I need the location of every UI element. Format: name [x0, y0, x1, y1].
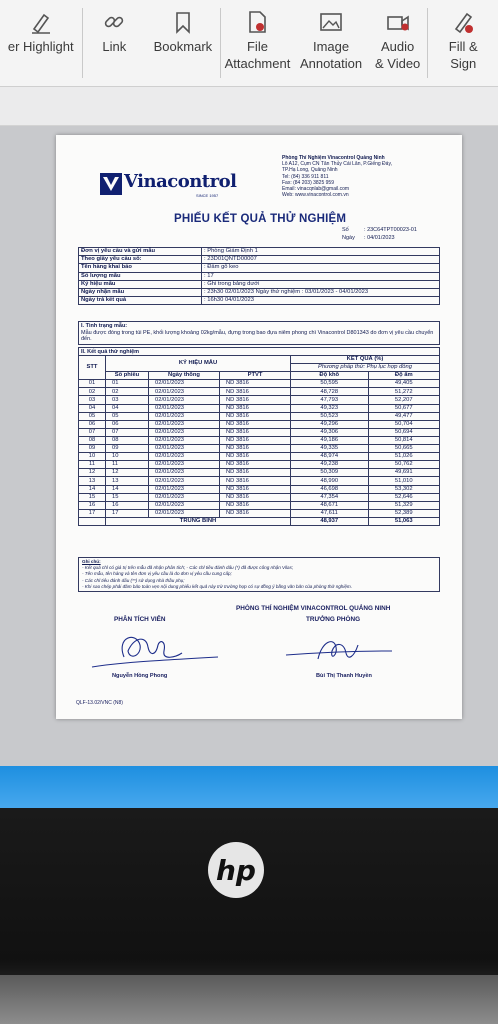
header-moisture: Độ ẩm — [368, 372, 440, 380]
info-value: : Ghi trong bảng dưới — [202, 280, 440, 288]
cell-ptvt: ND 3816 — [220, 412, 291, 420]
cell-doam: 50,704 — [368, 420, 440, 428]
link-icon — [101, 6, 127, 38]
cell-ptvt: ND 3816 — [220, 420, 291, 428]
cell-so: 04 — [106, 404, 149, 412]
cell-doam: 52,207 — [368, 396, 440, 404]
cell-so: 03 — [106, 396, 149, 404]
cell-ngay: 02/01/2023 — [149, 485, 220, 493]
table-row — [79, 453, 440, 461]
cell-so: 12 — [106, 469, 149, 477]
cell-stt: 16 — [79, 501, 106, 509]
cell-doam: 51,026 — [368, 453, 440, 461]
cell-stt: 04 — [79, 404, 106, 412]
cell-so: 16 — [106, 501, 149, 509]
cell-so: 07 — [106, 428, 149, 436]
cell-ptvt: ND 3816 — [220, 445, 291, 453]
results-table — [78, 355, 440, 526]
cell-dokho: 49,186 — [291, 436, 369, 444]
cell-doam: 50,665 — [368, 445, 440, 453]
cell-doam: 50,762 — [368, 461, 440, 469]
cell-stt: 06 — [79, 420, 106, 428]
cell-ngay: 02/01/2023 — [149, 388, 220, 396]
info-label: Ký hiệu mẫu — [79, 280, 202, 288]
cell-dokho: 47,793 — [291, 396, 369, 404]
cell-stt: 03 — [79, 396, 106, 404]
cell-dokho: 49,306 — [291, 428, 369, 436]
company-info-line: Phòng Thí Nghiệm Vinacontrol Quảng Ninh — [282, 155, 385, 161]
info-value: : 17 — [202, 272, 440, 280]
cell-doam: 49,691 — [368, 469, 440, 477]
cell-ptvt: ND 3816 — [220, 396, 291, 404]
cell-ptvt: ND 3816 — [220, 477, 291, 485]
cell-so: 02 — [106, 388, 149, 396]
cell-ngay: 02/01/2023 — [149, 469, 220, 477]
table-row — [79, 445, 440, 453]
secondary-toolbar — [0, 87, 498, 126]
cell-ptvt: ND 3816 — [220, 380, 291, 388]
ribbon-button-label: Audio & Video — [374, 39, 421, 71]
ribbon-button-image-annotation[interactable] — [294, 0, 368, 72]
cell-dokho: 47,354 — [291, 493, 369, 501]
table-row — [79, 501, 440, 509]
ribbon-button-audio-video[interactable] — [368, 0, 428, 72]
cell-stt: 13 — [79, 477, 106, 485]
sample-info-table — [78, 247, 440, 305]
table-row — [79, 428, 440, 436]
cell-empty — [79, 517, 106, 525]
image-annotation-icon — [318, 6, 344, 38]
number-value: 23C64TPT00023-01 — [367, 227, 417, 233]
header-sample-no: Số phiếu — [106, 372, 149, 380]
table-row — [79, 509, 440, 517]
info-label: Đơn vị yêu cầu và gửi mẫu — [79, 248, 202, 256]
date-value: 04/01/2023 — [367, 234, 395, 241]
cell-ngay: 02/01/2023 — [149, 412, 220, 420]
number-label: Số — [342, 227, 349, 233]
cell-ngay: 02/01/2023 — [149, 461, 220, 469]
info-row — [79, 280, 440, 288]
company-info — [282, 155, 452, 198]
sample-status — [78, 321, 440, 345]
cell-so: 09 — [106, 445, 149, 453]
brand-text: hp — [216, 853, 256, 887]
average-row — [79, 517, 440, 525]
cell-ngay: 02/01/2023 — [149, 420, 220, 428]
head-signature — [284, 631, 394, 667]
info-row — [79, 288, 440, 296]
cell-ptvt: ND 3816 — [220, 436, 291, 444]
table-row — [79, 404, 440, 412]
cell-ngay: 02/01/2023 — [149, 477, 220, 485]
info-value: : Phòng Giám Định 1 — [202, 248, 440, 256]
logo-text: Vinacontrol — [124, 171, 237, 192]
cell-dokho: 47,611 — [291, 509, 369, 517]
toolbar-ribbon — [0, 0, 498, 87]
company-info-line: Email: vinacqnlab@gmail.com — [282, 186, 350, 193]
note-line: - Kết quả chỉ có giá trị trên mẫu đã nhận phân tích; - Các chỉ tiêu đánh dấu (*) đã được công nhận Vilas; — [82, 565, 294, 571]
cell-ptvt: ND 3816 — [220, 428, 291, 436]
cell-ngay: 02/01/2023 — [149, 445, 220, 453]
fill-sign-icon — [450, 6, 476, 38]
ribbon-button-fill-sign[interactable] — [428, 0, 498, 72]
cell-doam: 51,329 — [368, 501, 440, 509]
cell-stt: 09 — [79, 445, 106, 453]
table-row — [79, 436, 440, 444]
table-row — [79, 461, 440, 469]
document-title: PHIẾU KẾT QUẢ THỬ NGHIỆM — [174, 213, 347, 225]
info-row — [79, 272, 440, 280]
company-info-line: Tel: (84) 336 911 811 — [282, 173, 329, 180]
ribbon-button-label: Link — [102, 39, 127, 54]
status-text: Mẫu được đóng trong túi PE, khối lượng khoảng 02kg/mẫu, đựng trong bao đựa niêm phong chì Vinacontrol D801343 do đơn vị yêu cầu chuyển đến. — [81, 329, 434, 343]
cell-ngay: 02/01/2023 — [149, 380, 220, 388]
ribbon-button-label: er Highlight — [7, 39, 74, 54]
header-stt: STT — [79, 356, 106, 380]
cell-stt: 15 — [79, 493, 106, 501]
info-value: : 23h30 02/01/2023 Ngày thử nghiệm : 03/01/2023 - 04/01/2023 — [202, 288, 440, 296]
cell-doam: 52,389 — [368, 509, 440, 517]
ribbon-button-label: Image Annotation — [299, 39, 363, 71]
cell-stt: 05 — [79, 412, 106, 420]
cell-stt: 12 — [79, 469, 106, 477]
cell-so: 06 — [106, 420, 149, 428]
lab-name: PHÒNG THÍ NGHIỆM VINACONTROL QUẢNG NINH — [236, 605, 391, 612]
cell-ptvt: ND 3816 — [220, 469, 291, 477]
cell-dokho: 49,335 — [291, 445, 369, 453]
info-value: : Đầm gỗ keo — [202, 264, 440, 272]
average-label: TRUNG BÌNH — [106, 517, 291, 525]
header-sample-group: KÝ HIỆU MẪU — [106, 356, 291, 372]
cell-so: 17 — [106, 509, 149, 517]
info-label: Tên hàng khai báo — [79, 264, 202, 272]
cell-so: 10 — [106, 453, 149, 461]
cell-dokho: 50,595 — [291, 380, 369, 388]
company-info-line: TP.Hạ Long, Quảng Ninh — [282, 167, 338, 174]
cell-doam: 50,814 — [368, 436, 440, 444]
ribbon-button-label: Fill & Sign — [448, 39, 478, 71]
notes-block — [78, 557, 440, 592]
cell-stt: 08 — [79, 436, 106, 444]
cell-stt: 01 — [79, 380, 106, 388]
table-row — [79, 388, 440, 396]
cell-ptvt: ND 3816 — [220, 485, 291, 493]
header-date: Ngày thông — [149, 372, 220, 380]
cell-so: 05 — [106, 412, 149, 420]
cell-so: 15 — [106, 493, 149, 501]
table-row — [79, 485, 440, 493]
cell-so: 01 — [106, 380, 149, 388]
cell-dokho: 50,523 — [291, 412, 369, 420]
notes-heading: Ghi chú: — [82, 559, 101, 564]
ribbon-button-label: Bookmark — [153, 39, 213, 54]
head-name: Bùi Thị Thanh Huyền — [316, 673, 372, 679]
table-row — [79, 477, 440, 485]
cell-ngay: 02/01/2023 — [149, 396, 220, 404]
header-dry: Độ khô — [291, 372, 369, 380]
note-line: - Các chỉ tiêu đánh dấu (**) sử dụng nhà thầu phụ; — [82, 577, 185, 583]
cell-so: 11 — [106, 461, 149, 469]
company-info-line: Fax: (84 203) 3825 959 — [282, 179, 334, 186]
cell-dokho: 49,323 — [291, 404, 369, 412]
info-label: Ngày trả kết quả — [79, 297, 202, 305]
cell-ptvt: ND 3816 — [220, 461, 291, 469]
header-ptvt: PTVT — [220, 372, 291, 380]
document-number-block: Số : 23C64TPT00023-01 Ngày : 04/01/2023 — [342, 227, 417, 241]
file-attachment-icon — [244, 6, 270, 38]
cell-doam: 51,272 — [368, 388, 440, 396]
cell-ngay: 02/01/2023 — [149, 509, 220, 517]
cell-ptvt: ND 3816 — [220, 509, 291, 517]
ribbon-button-bookmark[interactable] — [146, 0, 220, 55]
info-label: Số lượng mẫu — [79, 272, 202, 280]
cell-dokho: 49,238 — [291, 461, 369, 469]
cell-stt: 14 — [79, 485, 106, 493]
info-row — [79, 256, 440, 264]
cell-ptvt: ND 3816 — [220, 404, 291, 412]
cell-ngay: 02/01/2023 — [149, 501, 220, 509]
cell-ngay: 02/01/2023 — [149, 493, 220, 501]
form-code: QLF-13.02/VNC (N8) — [76, 700, 123, 706]
cell-doam: 52,646 — [368, 493, 440, 501]
table-row — [79, 380, 440, 388]
table-row — [79, 412, 440, 420]
analyst-signature — [86, 627, 226, 673]
note-line: - Tên mẫu, tên hàng và tên đơn vị yêu cầu là do đơn vị yêu cầu cung cấp; — [82, 571, 232, 577]
cell-ptvt: ND 3816 — [220, 493, 291, 501]
highlighter-icon — [28, 6, 54, 38]
hp-logo-icon — [208, 842, 264, 898]
header-result-group: KẾT QUẢ (%) — [291, 356, 440, 364]
table-row — [79, 493, 440, 501]
cell-stt: 02 — [79, 388, 106, 396]
cell-dokho: 48,671 — [291, 501, 369, 509]
table-row — [79, 420, 440, 428]
header-method: Phương pháp thử: Phụ lục hợp đồng — [291, 364, 440, 372]
average-dry: 48,937 — [291, 517, 369, 525]
bookmark-icon — [170, 6, 196, 38]
cell-doam: 50,694 — [368, 428, 440, 436]
date-label: Ngày — [342, 234, 355, 241]
cell-stt: 17 — [79, 509, 106, 517]
cell-dokho: 46,698 — [291, 485, 369, 493]
table-row — [79, 396, 440, 404]
company-logo — [100, 171, 250, 203]
cell-ngay: 02/01/2023 — [149, 404, 220, 412]
cell-doam: 50,677 — [368, 404, 440, 412]
logo-tagline: SINCE 1957 — [196, 193, 219, 198]
cell-ptvt: ND 3816 — [220, 388, 291, 396]
cell-ngay: 02/01/2023 — [149, 453, 220, 461]
head-title: TRƯỞNG PHÒNG — [306, 616, 361, 623]
pdf-page — [56, 135, 462, 719]
cell-ngay: 02/01/2023 — [149, 436, 220, 444]
cell-dokho: 49,296 — [291, 420, 369, 428]
cell-doam: 49,477 — [368, 412, 440, 420]
info-value: : 16h30 04/01/2023 — [202, 297, 440, 305]
cell-ptvt: ND 3816 — [220, 453, 291, 461]
info-row — [79, 248, 440, 256]
ribbon-button-file-attachment[interactable] — [221, 0, 295, 72]
cell-ngay: 02/01/2023 — [149, 428, 220, 436]
info-label: Theo giấy yêu cầu số: — [79, 256, 202, 264]
cell-dokho: 48,990 — [291, 477, 369, 485]
company-info-line: Lô A12, Cụm CN Tân Thủy Cái Lân, P.Giếng Đáy, — [282, 161, 392, 168]
taskbar — [0, 766, 498, 808]
info-row — [79, 297, 440, 305]
vinacontrol-logo-icon — [100, 173, 122, 195]
ribbon-button-label: File Attachment — [224, 39, 291, 71]
cell-dokho: 50,309 — [291, 469, 369, 477]
cell-stt: 10 — [79, 453, 106, 461]
cell-doam: 51,010 — [368, 477, 440, 485]
cell-so: 08 — [106, 436, 149, 444]
info-value: : 23D01QNTD00007 — [202, 256, 440, 264]
table-row — [79, 469, 440, 477]
status-heading: I. Tình trạng mẫu: — [81, 323, 128, 329]
cell-stt: 07 — [79, 428, 106, 436]
ribbon-button-link[interactable] — [83, 0, 147, 55]
note-line: - Khi sao chép phải đảm bảo toàn vẹn nội dung phiếu kết quả này trừ trường hợp có sự đồng ý bằng văn bản của phòng thử nghiệm. — [82, 583, 353, 589]
info-label: Ngày nhận mẫu — [79, 288, 202, 296]
cell-so: 14 — [106, 485, 149, 493]
analyst-title: PHÂN TÍCH VIÊN — [114, 616, 166, 623]
average-moisture: 51,063 — [368, 517, 440, 525]
cell-doam: 53,302 — [368, 485, 440, 493]
analyst-name: Nguyễn Hồng Phong — [112, 673, 168, 679]
company-info-line: Web: www.vinacontrol.com.vn — [282, 192, 349, 199]
laptop-hinge — [0, 975, 498, 1024]
results-heading: II. Kết quả thử nghiệm — [78, 347, 440, 355]
cell-doam: 49,405 — [368, 380, 440, 388]
cell-so: 13 — [106, 477, 149, 485]
info-row — [79, 264, 440, 272]
cell-dokho: 48,974 — [291, 453, 369, 461]
cell-dokho: 48,728 — [291, 388, 369, 396]
audio-video-icon — [385, 6, 411, 38]
cell-ptvt: ND 3816 — [220, 501, 291, 509]
ribbon-button-highlighter[interactable] — [0, 0, 82, 55]
notes-list — [82, 565, 436, 590]
cell-stt: 11 — [79, 461, 106, 469]
